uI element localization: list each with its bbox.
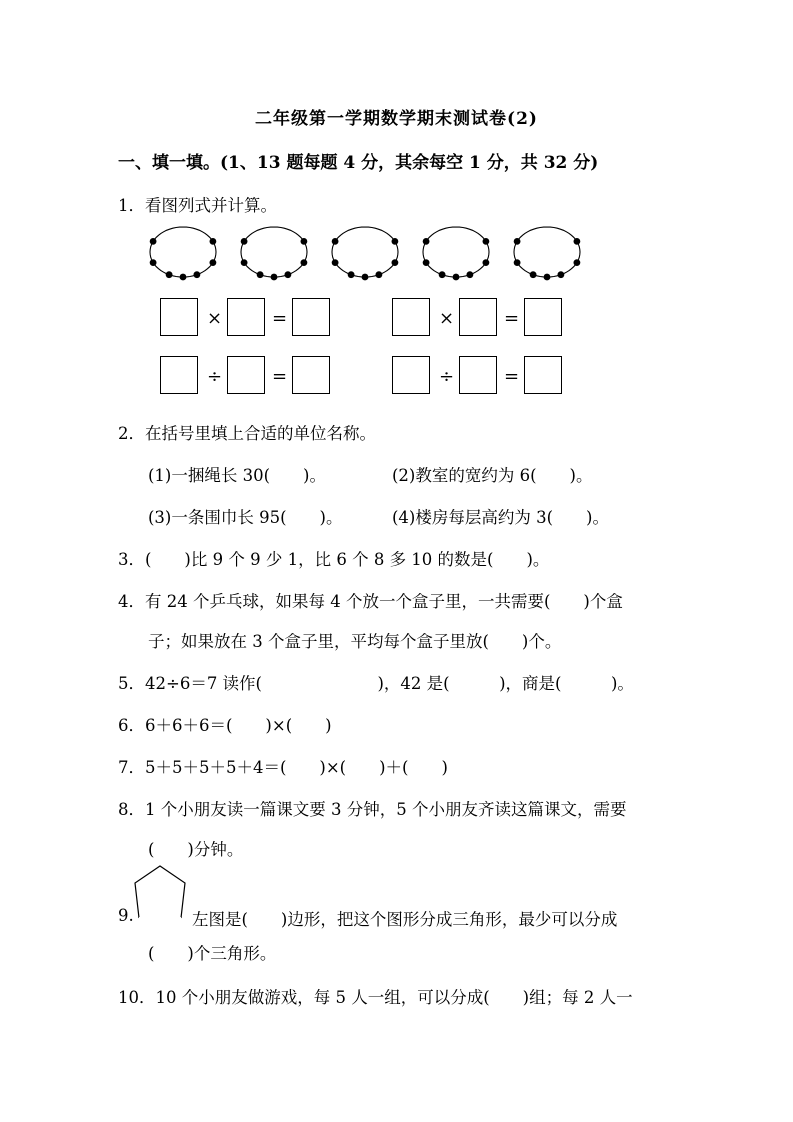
operator-times: × <box>207 308 223 329</box>
bead <box>392 259 399 266</box>
question-8-line-1: 8．1 个小朋友读一篇课文要 3 分钟，5 个小朋友齐读这篇课文，需要 <box>118 800 627 819</box>
operator-equals: = <box>272 366 288 387</box>
bead-ring <box>514 227 581 280</box>
question-2-label: 2．在括号里填上合适的单位名称。 <box>118 424 376 443</box>
bead <box>423 238 430 245</box>
operator-equals: = <box>504 308 520 329</box>
bead <box>530 271 537 278</box>
answer-box[interactable] <box>524 356 562 394</box>
bead <box>271 274 278 281</box>
operator-equals: = <box>272 308 288 329</box>
pentagon-figure <box>135 866 185 918</box>
question-4-line-2: 子；如果放在 3 个盒子里，平均每个盒子里放( )个。 <box>148 632 562 651</box>
question-2-part-1: (1)一捆绳长 30( )。 <box>148 466 326 485</box>
question-9-line-1: 左图是( )边形，把这个图形分成三角形，最少可以分成 <box>192 910 618 929</box>
question-10: 10．10 个小朋友做游戏，每 5 人一组，可以分成( )组；每 2 人一 <box>118 988 633 1007</box>
operator-divide: ÷ <box>207 366 223 387</box>
question-2-part-2: (2)教室的宽约为 6( )。 <box>392 466 593 485</box>
question-2-part-4: (4)楼房每层高约为 3( )。 <box>392 508 609 527</box>
bead <box>241 238 248 245</box>
answer-box[interactable] <box>292 356 330 394</box>
answer-box[interactable] <box>392 298 430 336</box>
bead <box>285 271 292 278</box>
bead <box>301 238 308 245</box>
bead-ring <box>423 227 490 280</box>
bead <box>439 271 446 278</box>
bead <box>301 259 308 266</box>
question-2-part-3: (3)一条围巾长 95( )。 <box>148 508 343 527</box>
bead <box>574 259 581 266</box>
bead <box>544 274 551 281</box>
bead <box>362 274 369 281</box>
answer-box[interactable] <box>392 356 430 394</box>
bead <box>453 274 460 281</box>
answer-box[interactable] <box>160 356 198 394</box>
operator-equals: = <box>504 366 520 387</box>
question-4-line-1: 4．有 24 个乒乓球，如果每 4 个放一个盒子里，一共需要( )个盒 <box>118 592 623 611</box>
bead <box>180 274 187 281</box>
operator-divide: ÷ <box>439 366 455 387</box>
answer-box[interactable] <box>227 356 265 394</box>
bead <box>514 259 521 266</box>
bead <box>194 271 201 278</box>
bead <box>483 259 490 266</box>
bead <box>150 259 157 266</box>
answer-box[interactable] <box>160 298 198 336</box>
bead <box>376 271 383 278</box>
bead <box>166 271 173 278</box>
bead <box>348 271 355 278</box>
answer-box[interactable] <box>292 298 330 336</box>
bead <box>150 238 157 245</box>
bead-ring <box>241 227 308 280</box>
answer-box[interactable] <box>459 356 497 394</box>
bead <box>241 259 248 266</box>
question-7: 7．5＋5＋5＋5＋4＝( )×( )＋( ) <box>118 758 448 777</box>
question-9-number: 9. <box>118 906 134 925</box>
bead <box>558 271 565 278</box>
bead <box>332 259 339 266</box>
bead <box>423 259 430 266</box>
question-8-line-2: ( )分钟。 <box>148 840 244 859</box>
bead <box>257 271 264 278</box>
bead <box>514 238 521 245</box>
answer-box[interactable] <box>227 298 265 336</box>
bead <box>210 259 217 266</box>
bead-ring <box>150 227 217 280</box>
question-1-label: 1．看图列式并计算。 <box>118 196 277 215</box>
section-heading: 一、填一填。(1、13 题每题 4 分，其余每空 1 分，共 32 分) <box>118 153 599 173</box>
question-9-line-2: ( )个三角形。 <box>148 944 277 963</box>
bead <box>467 271 474 278</box>
question-5: 5．42÷6＝7 读作( )，42 是( )，商是( )。 <box>118 674 634 693</box>
answer-box[interactable] <box>524 298 562 336</box>
question-3: 3．( )比 9 个 9 少 1，比 6 个 8 多 10 的数是( )。 <box>118 550 550 569</box>
bead <box>332 238 339 245</box>
bead <box>210 238 217 245</box>
bead <box>574 238 581 245</box>
question-6: 6．6＋6＋6＝( )×( ) <box>118 716 332 735</box>
bead <box>392 238 399 245</box>
operator-times: × <box>439 308 455 329</box>
bead-ring <box>332 227 399 280</box>
answer-box[interactable] <box>459 298 497 336</box>
page-title: 二年级第一学期数学期末测试卷(2) <box>255 109 538 129</box>
bead <box>483 238 490 245</box>
